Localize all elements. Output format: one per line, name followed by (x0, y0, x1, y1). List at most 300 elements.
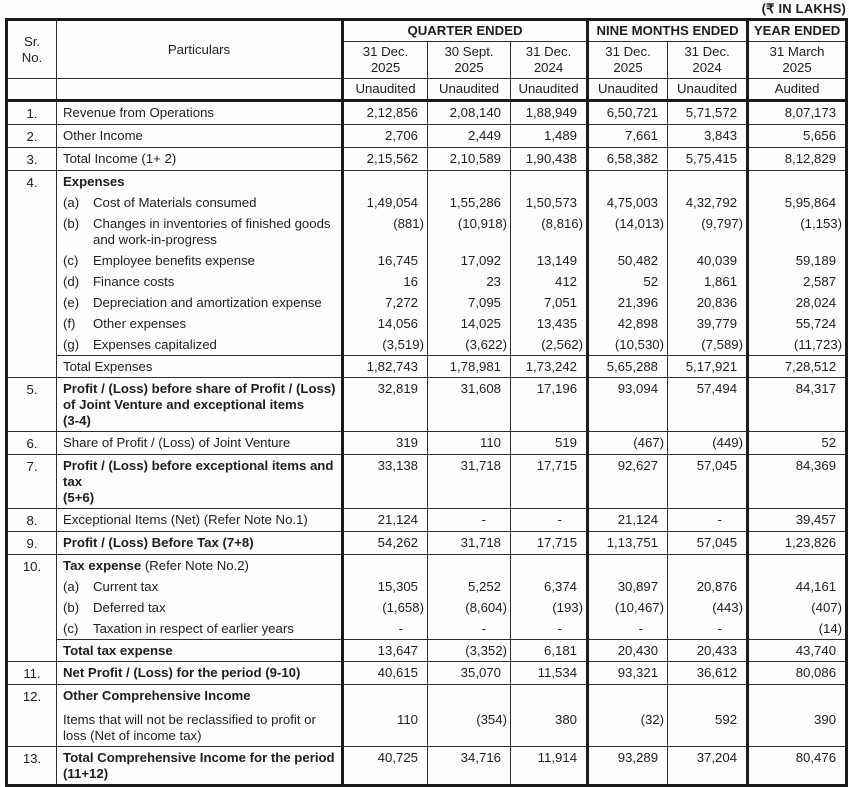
value-cell: 14,056 (343, 313, 428, 334)
value-cell (428, 171, 511, 193)
value-cell (428, 685, 511, 707)
value-cell: 1,50,573 (511, 192, 588, 213)
sr-cell: 6. (7, 432, 57, 455)
particulars-cell (57, 532, 343, 555)
date-header (343, 42, 428, 79)
value-cell (511, 685, 588, 707)
table-row (7, 313, 847, 334)
particulars-cell (57, 576, 343, 597)
sub-item-prefix: (e) (63, 295, 80, 310)
value-cell: 35,070 (428, 662, 511, 685)
value-cell: 8,12,829 (748, 148, 847, 171)
sr-cell: 9. (7, 532, 57, 555)
header-sr-no-line: Sr. (23, 34, 41, 49)
value-cell: 390 (748, 706, 847, 747)
particulars-cell (57, 706, 343, 747)
table-row (7, 685, 847, 707)
value-cell: 110 (428, 432, 511, 455)
value-cell: (407) (748, 597, 847, 618)
value-cell: 20,836 (668, 292, 748, 313)
value-cell: 7,051 (511, 292, 588, 313)
value-cell: 40,725 (343, 747, 428, 786)
particulars-cell (57, 555, 343, 577)
particulars-cell (57, 192, 343, 213)
date-line2: 2024 (692, 60, 722, 75)
value-cell: 13,149 (511, 250, 588, 271)
value-cell: 13,647 (343, 640, 428, 662)
audit-status-header: Unaudited (588, 79, 668, 101)
value-cell: 21,124 (343, 509, 428, 532)
value-cell: 20,433 (668, 640, 748, 662)
column-group-header: YEAR ENDED (748, 20, 847, 42)
value-cell: - (668, 509, 748, 532)
table-row (7, 101, 847, 125)
sub-item-text: Depreciation and amortization expense (93, 295, 322, 310)
sr-cell: 8. (7, 509, 57, 532)
value-cell: 380 (511, 706, 588, 747)
value-cell: 28,024 (748, 292, 847, 313)
value-cell: 21,396 (588, 292, 668, 313)
sr-cell: 11. (7, 662, 57, 685)
table-row (7, 271, 847, 292)
value-cell: 1,73,242 (511, 356, 588, 378)
particulars-cell (57, 213, 343, 250)
value-cell: (8,816) (511, 213, 588, 250)
value-cell: 1,489 (511, 125, 588, 148)
value-cell: 40,615 (343, 662, 428, 685)
value-cell: 2,587 (748, 271, 847, 292)
value-cell: 36,612 (668, 662, 748, 685)
sub-item-label (63, 195, 337, 211)
sr-cell: 12. (7, 685, 57, 747)
sub-item-text: Other expenses (93, 316, 187, 331)
value-cell: - (511, 618, 588, 640)
value-cell: 2,08,140 (428, 101, 511, 125)
value-cell: 2,15,562 (343, 148, 428, 171)
value-cell (588, 171, 668, 193)
particulars-text: Expenses (63, 174, 125, 189)
value-cell: 1,23,826 (748, 532, 847, 555)
sub-item-text: Expenses capitalized (93, 337, 217, 352)
value-cell: 5,656 (748, 125, 847, 148)
value-cell: (14,013) (588, 213, 668, 250)
date-line1: 31 Dec. (525, 44, 572, 59)
value-cell (668, 171, 748, 193)
value-cell: 1,78,981 (428, 356, 511, 378)
value-cell: (3,622) (428, 334, 511, 356)
sub-item-text: Deferred tax (93, 600, 166, 615)
particulars-cell (57, 432, 343, 455)
date-header (511, 42, 588, 79)
value-cell: 93,289 (588, 747, 668, 786)
value-cell: - (511, 509, 588, 532)
particulars-text: Profit / (Loss) Before Tax (7+8) (63, 535, 254, 550)
table-row (7, 213, 847, 250)
value-cell: 13,435 (511, 313, 588, 334)
value-cell: (193) (511, 597, 588, 618)
value-cell: 14,025 (428, 313, 511, 334)
sr-cell: 13. (7, 747, 57, 786)
value-cell: 37,204 (668, 747, 748, 786)
value-cell: 57,045 (668, 532, 748, 555)
value-cell: 1,13,751 (588, 532, 668, 555)
audit-status-header: Unaudited (511, 79, 588, 101)
value-cell: (443) (668, 597, 748, 618)
sub-item-label (63, 274, 337, 290)
value-cell: 31,718 (428, 532, 511, 555)
particulars-cell (57, 640, 343, 662)
value-cell: 519 (511, 432, 588, 455)
sub-item-label (63, 621, 337, 637)
date-line2: 2025 (782, 60, 812, 75)
sr-cell: 10. (7, 555, 57, 662)
sub-item-text: Cost of Materials consumed (93, 195, 257, 210)
table-row (7, 292, 847, 313)
particulars-cell (57, 509, 343, 532)
value-cell: (354) (428, 706, 511, 747)
particulars-cell (57, 271, 343, 292)
value-cell: 93,094 (588, 378, 668, 432)
column-group-header: QUARTER ENDED (343, 20, 588, 42)
header-row-groups (7, 20, 847, 42)
sub-item-label (63, 216, 337, 248)
sub-item-prefix: (g) (63, 337, 80, 352)
value-cell: 17,092 (428, 250, 511, 271)
value-cell (343, 555, 428, 577)
sub-item-prefix: (c) (63, 621, 79, 636)
value-cell: 84,369 (748, 455, 847, 509)
value-cell: (881) (343, 213, 428, 250)
particulars-suffix: (Refer Note No.2) (141, 558, 249, 573)
value-cell: 1,55,286 (428, 192, 511, 213)
date-header (428, 42, 511, 79)
header-row-audit (7, 79, 847, 101)
value-cell: 5,17,921 (668, 356, 748, 378)
value-cell: 57,045 (668, 455, 748, 509)
value-cell: 1,88,949 (511, 101, 588, 125)
particulars-text: Tax expense (63, 558, 142, 573)
sub-item-label (63, 295, 337, 311)
value-cell: 16,745 (343, 250, 428, 271)
value-cell: (1,658) (343, 597, 428, 618)
particulars-text: Share of Profit / (Loss) of Joint Venture (63, 435, 291, 450)
value-cell: 16 (343, 271, 428, 292)
column-group-header: NINE MONTHS ENDED (588, 20, 748, 42)
value-cell: 52 (748, 432, 847, 455)
sub-item-label (63, 579, 337, 595)
header-particulars: Particulars (57, 20, 343, 79)
value-cell: - (343, 618, 428, 640)
value-cell: 7,272 (343, 292, 428, 313)
table-row (7, 555, 847, 577)
value-cell: 1,90,438 (511, 148, 588, 171)
value-cell: 54,262 (343, 532, 428, 555)
value-cell: 33,138 (343, 455, 428, 509)
value-cell: 6,50,721 (588, 101, 668, 125)
value-cell: 1,861 (668, 271, 748, 292)
value-cell: 55,724 (748, 313, 847, 334)
value-cell: 52 (588, 271, 668, 292)
header-sr-no (7, 20, 57, 79)
table-row (7, 618, 847, 640)
table-row (7, 640, 847, 662)
particulars-line: Profit / (Loss) before exceptional items and tax (63, 458, 334, 489)
value-cell (511, 171, 588, 193)
value-cell: 80,086 (748, 662, 847, 685)
value-cell: 39,779 (668, 313, 748, 334)
sub-item-prefix: (a) (63, 195, 80, 210)
table-row (7, 509, 847, 532)
value-cell: (10,530) (588, 334, 668, 356)
sub-item-prefix: (b) (63, 216, 80, 231)
particulars-cell (57, 597, 343, 618)
particulars-text: Other Comprehensive Income (63, 688, 251, 703)
value-cell: 11,534 (511, 662, 588, 685)
particulars-cell (57, 618, 343, 640)
value-cell (748, 685, 847, 707)
particulars-text: Items that will not be reclassified to profit or loss (Net of income tax) (63, 712, 316, 743)
particulars-cell (57, 455, 343, 509)
value-cell: 31,608 (428, 378, 511, 432)
particulars-line: Profit / (Loss) before share of Profit / (Loss) of Joint Venture and exceptional items (63, 381, 336, 412)
value-cell: 1,82,743 (343, 356, 428, 378)
value-cell: 6,181 (511, 640, 588, 662)
sub-item-text: Employee benefits expense (93, 253, 256, 268)
sub-item-label (63, 316, 337, 332)
value-cell: 2,706 (343, 125, 428, 148)
value-cell: 50,482 (588, 250, 668, 271)
value-cell: - (428, 618, 511, 640)
value-cell: 93,321 (588, 662, 668, 685)
audit-status-header: Unaudited (428, 79, 511, 101)
particulars-text: Revenue from Operations (63, 105, 214, 120)
value-cell: 7,28,512 (748, 356, 847, 378)
value-cell: (1,153) (748, 213, 847, 250)
value-cell: 592 (668, 706, 748, 747)
value-cell: 5,95,864 (748, 192, 847, 213)
value-cell: 5,75,415 (668, 148, 748, 171)
value-cell (511, 555, 588, 577)
table-header (7, 20, 847, 101)
particulars-cell (57, 662, 343, 685)
date-line1: 31 March (769, 44, 825, 59)
value-cell (748, 171, 847, 193)
value-cell: (10,918) (428, 213, 511, 250)
table-row (7, 432, 847, 455)
table-row (7, 171, 847, 193)
value-cell: 5,252 (428, 576, 511, 597)
value-cell: (14) (748, 618, 847, 640)
date-line2: 2025 (454, 60, 484, 75)
value-cell: 3,843 (668, 125, 748, 148)
table-row (7, 148, 847, 171)
value-cell: 40,039 (668, 250, 748, 271)
audit-status-header: Unaudited (668, 79, 748, 101)
sr-cell: 2. (7, 125, 57, 148)
date-line2: 2025 (370, 60, 401, 75)
particulars-cell (57, 148, 343, 171)
particulars-cell (57, 334, 343, 356)
particulars-cell (57, 101, 343, 125)
value-cell: (8,604) (428, 597, 511, 618)
value-cell (428, 555, 511, 577)
sub-item-prefix: (b) (63, 600, 80, 615)
header-particulars-blank (57, 79, 343, 101)
date-line2: 2024 (533, 60, 564, 75)
audit-status-header: Audited (748, 79, 847, 101)
value-cell: 59,189 (748, 250, 847, 271)
value-cell: (32) (588, 706, 668, 747)
value-cell (668, 555, 748, 577)
value-cell: 7,661 (588, 125, 668, 148)
value-cell: 20,430 (588, 640, 668, 662)
value-cell: 92,627 (588, 455, 668, 509)
sub-item-text: Taxation in respect of earlier years (93, 621, 294, 636)
date-header (748, 42, 847, 79)
sub-item-prefix: (f) (63, 316, 76, 331)
value-cell: 412 (511, 271, 588, 292)
value-cell: 34,716 (428, 747, 511, 786)
value-cell (748, 555, 847, 577)
sub-item-prefix: (a) (63, 579, 80, 594)
value-cell: (11,723) (748, 334, 847, 356)
value-cell (668, 685, 748, 707)
value-cell: 11,914 (511, 747, 588, 786)
value-cell: 319 (343, 432, 428, 455)
particulars-cell (57, 250, 343, 271)
table-row (7, 662, 847, 685)
value-cell: 2,12,856 (343, 101, 428, 125)
value-cell: 2,449 (428, 125, 511, 148)
particulars-text: Total Income (1+ 2) (63, 151, 177, 166)
date-line1: 31 Dec. (362, 44, 409, 59)
value-cell: 31,718 (428, 455, 511, 509)
sr-cell: 3. (7, 148, 57, 171)
value-cell (588, 685, 668, 707)
value-cell (588, 555, 668, 577)
value-cell: 39,457 (748, 509, 847, 532)
value-cell (343, 171, 428, 193)
table-row (7, 356, 847, 378)
value-cell: (3,352) (428, 640, 511, 662)
value-cell: 110 (343, 706, 428, 747)
value-cell: 5,65,288 (588, 356, 668, 378)
units-note: (₹ IN LAKHS) (761, 1, 846, 16)
table-row (7, 378, 847, 432)
particulars-text: Total Expenses (63, 359, 153, 374)
particulars-cell (57, 292, 343, 313)
value-cell: 1,49,054 (343, 192, 428, 213)
particulars-text: Total tax expense (63, 643, 173, 658)
particulars-line: (5+6) (63, 490, 95, 505)
value-cell: 30,897 (588, 576, 668, 597)
value-cell: 7,095 (428, 292, 511, 313)
particulars-line: Total Comprehensive Income for the period (63, 750, 335, 765)
value-cell: (3,519) (343, 334, 428, 356)
value-cell: (449) (668, 432, 748, 455)
value-cell: (7,589) (668, 334, 748, 356)
value-cell: 20,876 (668, 576, 748, 597)
particulars-cell (57, 378, 343, 432)
date-header (588, 42, 668, 79)
value-cell: 4,75,003 (588, 192, 668, 213)
value-cell: 84,317 (748, 378, 847, 432)
table-row (7, 706, 847, 747)
sub-item-text: Changes in inventories of finished goods and work-in-progress (93, 216, 331, 247)
particulars-line: (3-4) (63, 413, 91, 428)
value-cell: 6,58,382 (588, 148, 668, 171)
value-cell: 23 (428, 271, 511, 292)
value-cell: (2,562) (511, 334, 588, 356)
value-cell: - (428, 509, 511, 532)
value-cell: 5,71,572 (668, 101, 748, 125)
value-cell: 6,374 (511, 576, 588, 597)
table-row (7, 125, 847, 148)
particulars-line: (11+12) (63, 766, 109, 781)
particulars-cell (57, 125, 343, 148)
value-cell: - (668, 618, 748, 640)
value-cell: 17,196 (511, 378, 588, 432)
financial-results-table (5, 18, 848, 787)
value-cell: (9,797) (668, 213, 748, 250)
sub-item-label (63, 253, 337, 269)
table-row (7, 576, 847, 597)
sr-cell: 4. (7, 171, 57, 378)
sr-cell: 1. (7, 101, 57, 125)
date-line1: 31 Dec. (605, 44, 651, 59)
particulars-text: Net Profit / (Loss) for the period (9-10) (63, 665, 301, 680)
particulars-cell (57, 685, 343, 707)
date-line2: 2025 (613, 60, 643, 75)
value-cell: 21,124 (588, 509, 668, 532)
value-cell: 42,898 (588, 313, 668, 334)
header-sr-no-line: No. (21, 50, 43, 65)
audit-status-header: Unaudited (343, 79, 428, 101)
sub-item-text: Finance costs (93, 274, 175, 289)
table-row (7, 250, 847, 271)
sub-item-label (63, 600, 337, 616)
value-cell: 80,476 (748, 747, 847, 786)
value-cell: 15,305 (343, 576, 428, 597)
value-cell: 2,10,589 (428, 148, 511, 171)
particulars-cell (57, 356, 343, 378)
value-cell: 44,161 (748, 576, 847, 597)
value-cell: (467) (588, 432, 668, 455)
value-cell: - (588, 618, 668, 640)
value-cell: 57,494 (668, 378, 748, 432)
sub-item-prefix: (d) (63, 274, 80, 289)
sub-item-label (63, 337, 337, 353)
table-row (7, 597, 847, 618)
particulars-cell (57, 313, 343, 334)
value-cell: 43,740 (748, 640, 847, 662)
table-row (7, 532, 847, 555)
table-row (7, 455, 847, 509)
sub-item-text: Current tax (93, 579, 159, 594)
value-cell: 32,819 (343, 378, 428, 432)
header-sr-blank (7, 79, 57, 101)
value-cell: 17,715 (511, 455, 588, 509)
particulars-text: Exceptional Items (Net) (Refer Note No.1) (63, 512, 308, 527)
sub-item-prefix: (c) (63, 253, 79, 268)
value-cell (343, 685, 428, 707)
value-cell: 4,32,792 (668, 192, 748, 213)
value-cell: (10,467) (588, 597, 668, 618)
table-row (7, 334, 847, 356)
table-body (7, 101, 847, 786)
value-cell: 17,715 (511, 532, 588, 555)
sr-cell: 7. (7, 455, 57, 509)
